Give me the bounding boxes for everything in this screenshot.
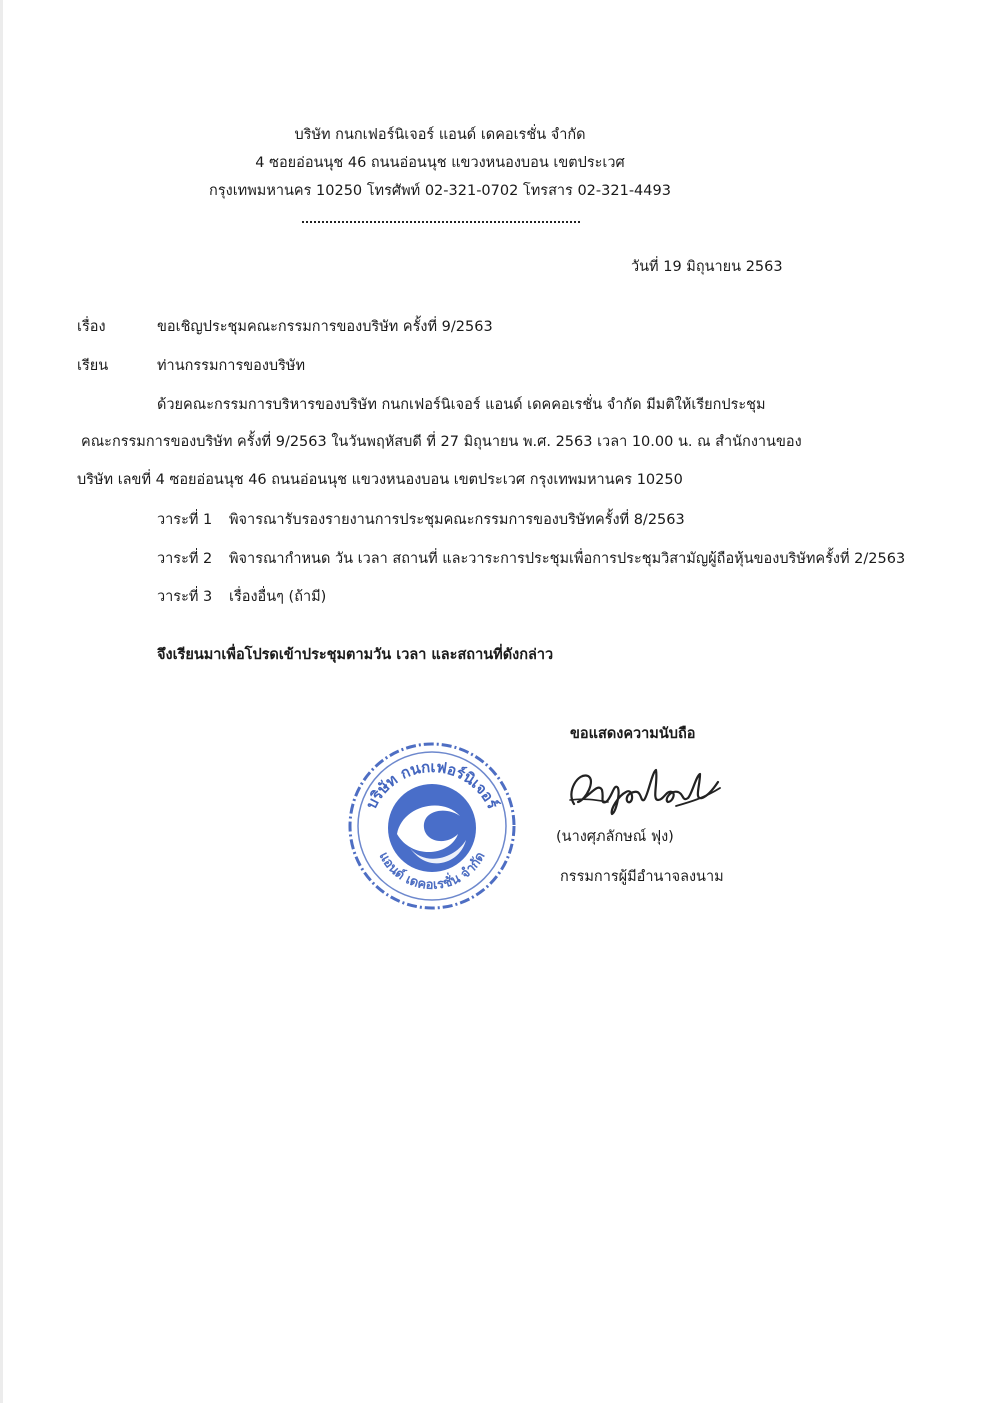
body-paragraph-line: คณะกรรมการของบริษัท ครั้งที่ 9/2563 ในวันพฤหัสบดี ที่ 27 มิถุนายน พ.ศ. 2563 เวลา 10.00 น. ณ สำนักงานของ — [81, 434, 802, 450]
body-paragraph-line: ด้วยคณะกรรมการบริหารของบริษัท กนกเฟอร์นิเจอร์ แอนด์ เดคคอเรชั่น จำกัด มีมติให้เรียกประชุม — [157, 397, 766, 413]
page-edge — [0, 0, 3, 1403]
separator-dotted-line — [302, 221, 580, 223]
handwritten-signature — [556, 752, 726, 822]
company-seal-icon — [342, 736, 522, 916]
letterhead — [0, 121, 880, 205]
agenda-item-text: พิจารณากำหนด วัน เวลา สถานที่ และวาระการประชุมเพื่อการประชุมวิสามัญผู้ถือหุ้นของบริษัทครั้งที่ 2/2563 — [229, 551, 906, 567]
svg-text:บริษัท กนกเฟอร์นิเจอร์: บริษัท กนกเฟอร์นิเจอร์ — [362, 757, 502, 812]
subject-label: เรื่อง — [77, 319, 106, 335]
regards-text: ขอแสดงความนับถือ — [570, 726, 696, 742]
agenda-item-label: วาระที่ 2 — [157, 551, 213, 567]
signer-name: (นางศุภลักษณ์ ฟุง) — [556, 829, 674, 845]
body-paragraph-line: บริษัท เลขที่ 4 ซอยอ่อนนุช 46 ถนนอ่อนนุช แขวงหนองบอน เขตประเวศ กรุงเทพมหานคร 10250 — [77, 472, 683, 488]
signer-title: กรรมการผู้มีอำนาจลงนาม — [560, 869, 724, 885]
recipient-text: ท่านกรรมการของบริษัท — [157, 358, 306, 374]
agenda-item-text: เรื่องอื่นๆ (ถ้ามี) — [229, 589, 327, 605]
agenda-item-label: วาระที่ 1 — [157, 512, 213, 528]
company-name: บริษัท กนกเฟอร์นิเจอร์ แอนด์ เดคอเรชั่น จำกัด — [294, 127, 586, 143]
subject-text: ขอเชิญประชุมคณะกรรมการของบริษัท ครั้งที่ 9/2563 — [157, 319, 493, 335]
agenda-item-label: วาระที่ 3 — [157, 589, 213, 605]
company-address: 4 ซอยอ่อนนุช 46 ถนนอ่อนนุช แขวงหนองบอน เขตประเวศ — [255, 155, 625, 171]
letter-date: วันที่ 19 มิถุนายน 2563 — [631, 259, 783, 275]
recipient-label: เรียน — [77, 358, 109, 374]
agenda-item-text: พิจารณารับรองรายงานการประชุมคณะกรรมการของบริษัทครั้งที่ 8/2563 — [229, 512, 685, 528]
svg-text:แอนด์ เดคอเรชั่น จำกัด: แอนด์ เดคอเรชั่น จำกัด — [375, 849, 489, 894]
closing-statement: จึงเรียนมาเพื่อโปรดเข้าประชุมตามวัน เวลา และสถานที่ดังกล่าว — [157, 647, 554, 663]
company-contact: กรุงเทพมหานคร 10250 โทรศัพท์ 02-321-0702 โทรสาร 02-321-4493 — [209, 183, 671, 199]
